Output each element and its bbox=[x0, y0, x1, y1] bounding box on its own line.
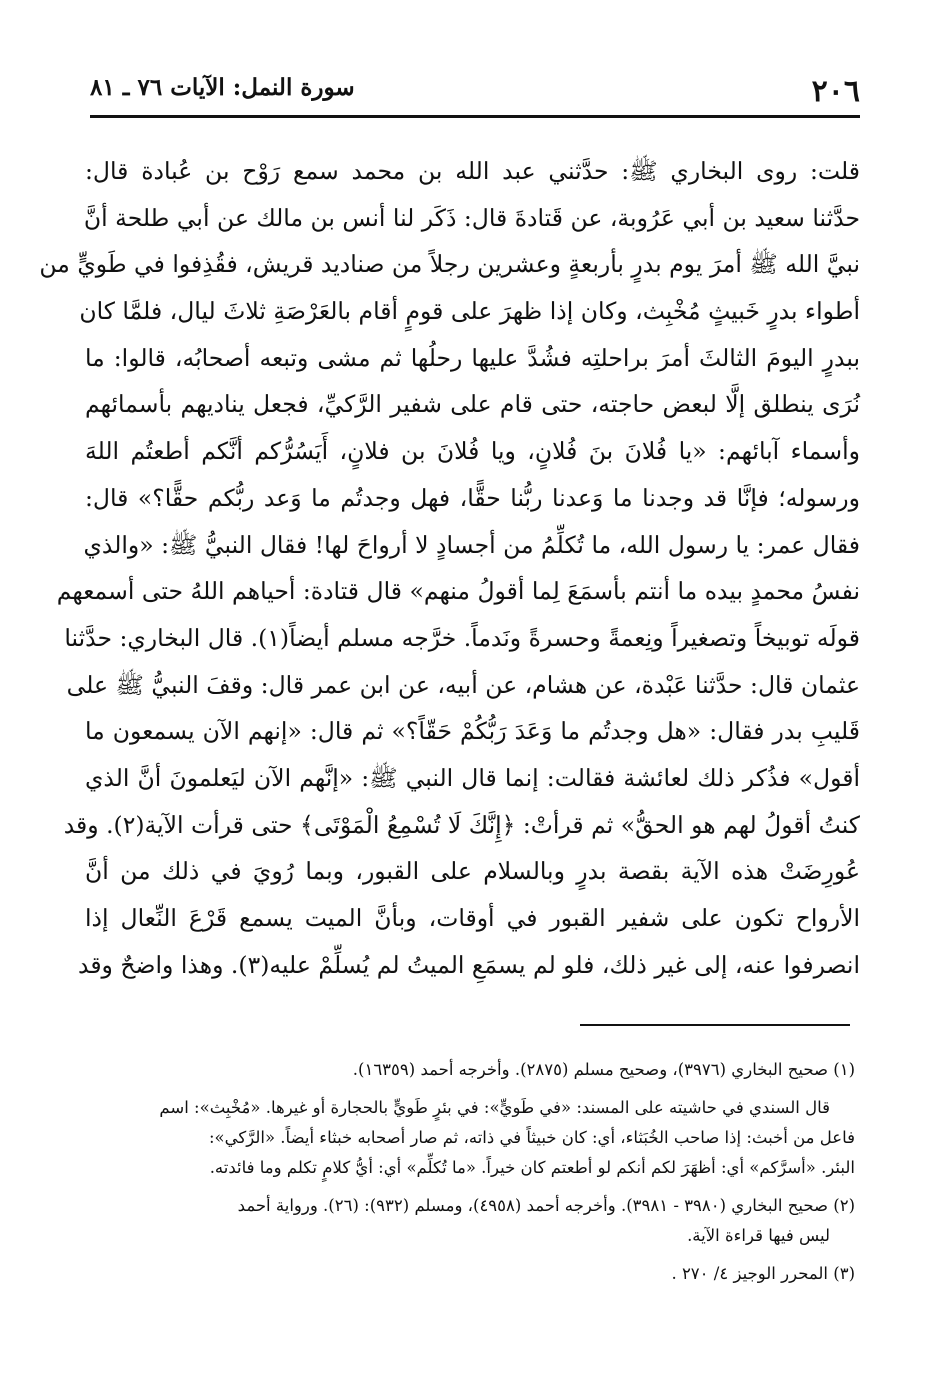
page-header bbox=[90, 60, 860, 118]
text-line: نُرَى ينطلق إلَّا لبعض حاجته، حتى قام على شفير الرَّكيِّ، فجعل يناديهم بأسمائهم bbox=[85, 390, 860, 419]
footnotes bbox=[110, 1055, 855, 1289]
footnote-2-line: ليس فيها قراءة الآية. bbox=[687, 1226, 830, 1245]
text-line: ورسوله؛ فإنَّا قد وجدنا ما وَعدنا ربُّنا حقًّا، فهل وجدتُم ما وَعد ربُّكم حقًّا؟» قال: bbox=[85, 483, 860, 512]
page-number: ٢٠٦ bbox=[811, 74, 860, 109]
text-line: حدَّثنا سعيد بن أبي عَرُوبة، عن قَتادةَ قال: ذَكَر لنا أنس بن مالك عن أبي طلحة أنَّ bbox=[83, 203, 860, 232]
footnote-3: (٣) المحرر الوجيز ٤/ ٢٧٠ . bbox=[671, 1264, 855, 1283]
text-line: قلت: روى البخاري ﷺ: حدَّثني عبد الله بن محمد سمع رَوْح بن عُبادة قال: bbox=[85, 157, 860, 185]
text-line: ببدرٍ اليومَ الثالثَ أمرَ براحلتِه فشُدَّ عليها رحلُها ثم مشى وتبعه أصحابُه، قالوا: ما bbox=[85, 343, 860, 372]
text-line: قَليبِ بدر فقال: «هل وجدتُم ما وَعَدَ رَبُّكُمْ حَقّاً؟» ثم قال: «إنهم الآن يسمعون ما bbox=[85, 717, 860, 746]
text-line: فقال عمر: يا رسول الله، ما تُكلِّمُ من أجسادٍ لا أرواحَ لها! فقال النبيُّ ﷺ: «والذي bbox=[83, 530, 860, 559]
text-line: نفسُ محمدٍ بيده ما أنتم بأسمَعَ لِما أقولُ منهم» قال قتادة: أحياهم اللهُ حتى أسمعهم bbox=[56, 577, 860, 606]
text-line: قولَه توبيخاً وتصغيراً ونِعمةً وحسرةً ونَدماً. خرَّجه مسلم أيضاً(١). قال البخاري: حدَّثنا bbox=[64, 623, 860, 652]
footnote-separator bbox=[580, 1024, 850, 1026]
footnote-1-note-line: البئر. «أسرَّكم» أي: أظهَرَ لكم أنكم لو أطعتم كان خيراً. «ما تُكلِّم» أي: أيُّ كلامٍ تكلم وما فائدته. bbox=[209, 1158, 855, 1177]
text-line: وأسماء آبائهم: «يا فُلانَ بنَ فُلانٍ، ويا فُلانَ بن فلانٍ، أَيَسُرُّكم أنَّكم أطعتُم اللهَ bbox=[85, 437, 860, 466]
text-line: عثمان قال: حدَّثنا عَبْدة، عن هشام، عن أبيه، عن ابن عمر قال: وقفَ النبيُّ ﷺ على bbox=[66, 670, 860, 699]
text-line: نبيَّ الله ﷺ أمرَ يوم بدرٍ بأربعةٍ وعشرين رجلاً من صناديد قريش، فقُذِفوا في طَويٍّ من bbox=[39, 250, 860, 279]
main-text bbox=[39, 148, 860, 988]
text-line: الأرواح تكون على شفير القبور في أوقات، وبأنَّ الميت يسمع قَرْعَ النِّعال إذا bbox=[85, 904, 860, 932]
text-line: انصرفوا عنه، إلى غير ذلك، فلو لم يسمَعِ الميتُ لم يُسلِّمْ عليه(٣). وهذا واضحٌ وقد bbox=[77, 950, 860, 979]
text-line: أقول» فذُكر ذلك لعائشة فقالت: إنما قال النبي ﷺ: «إنَّهم الآن ليَعلمونَ أنَّ الذي bbox=[85, 763, 860, 792]
footnote-1: (١) صحيح البخاري (٣٩٧٦)، وصحيح مسلم (٢٨٧٥). وأخرجه أحمد (١٦٣٥٩). bbox=[352, 1060, 855, 1079]
text-line: عُورِضَتْ هذه الآية بقصة بدرٍ وبالسلام على القبور، وبما رُويَ في ذلك من أنَّ bbox=[85, 857, 860, 886]
running-title: سورة النمل: الآيات ٧٦ ـ ٨١ bbox=[90, 74, 355, 101]
text-line: كنتُ أقولُ لهم هو الحقُّ» ثم قرأتْ: ﴿إِنَّكَ لَا تُسْمِعُ الْمَوْتَى﴾ حتى قرأت الآية(٢). وقد bbox=[63, 810, 860, 839]
text-line: أطواء بدرٍ خَبيثٍ مُخْبِث، وكان إذا ظهرَ على قومٍ أقام بالعَرْصَةِ ثلاثَ ليال، فلمَّا كان bbox=[79, 297, 860, 326]
footnote-1-note-line: فاعل من أخبث: إذا صاحب الخُبَثاء، أي: كان خبيثاً في ذاته، ثم صار أصحابه خبثاء أيضاً. «الرَّكي»: bbox=[208, 1128, 855, 1147]
footnote-1-note-line: قال السندي في حاشيته على المسند: «في طَويٍّ»: في بئرٍ طَويٍّ بالحجارة أو غيرها. «مُخْبِث»: اسم bbox=[159, 1098, 830, 1117]
footnote-2: (٢) صحيح البخاري (٣٩٨٠ - ٣٩٨١). وأخرجه أحمد (٤٩٥٨)، ومسلم (٩٣٢): (٢٦). ورواية أحمد bbox=[237, 1196, 855, 1215]
